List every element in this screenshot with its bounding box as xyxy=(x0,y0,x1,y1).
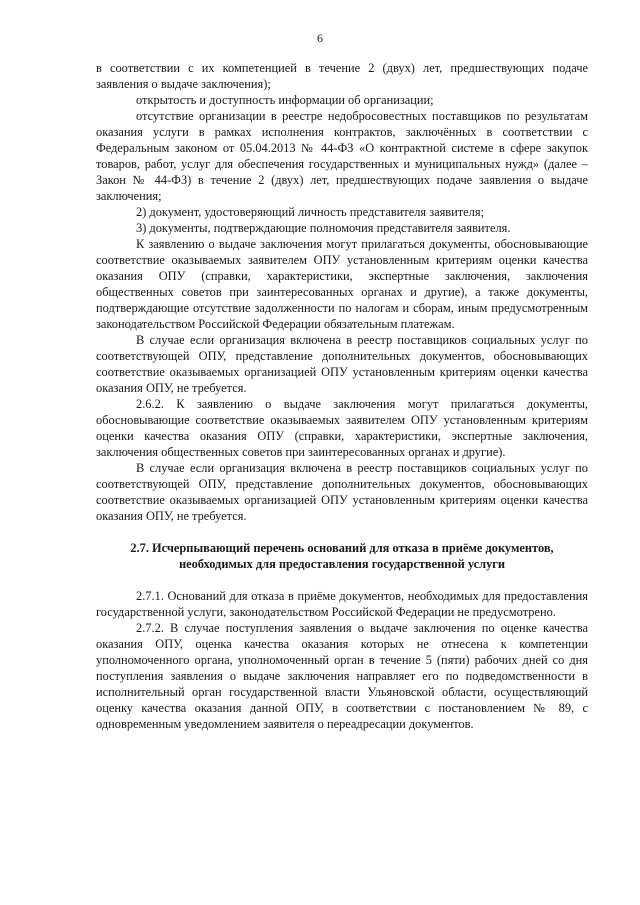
paragraph: отсутствие организации в реестре недобросовестных поставщиков по результатам оказания услуги в рамках исполнения контрактов, заключённых в соответствии с Федеральным законом от 05.04.2013 № 44-ФЗ «О контрактной системе в сфере закупок товаров, работ, услуг для обеспечения государственных и муниципальных нужд» (далее – Закон № 44-ФЗ) в течение 2 (двух) лет, предшествующих подаче заявления о выдаче заключения; xyxy=(96,109,588,203)
paragraph: 2.7.1. Оснований для отказа в приёме документов, необходимых для предоставления государственной услуги, законодательством Российской Федерации не предусмотрено. xyxy=(96,589,588,619)
paragraph: 3) документы, подтверждающие полномочия представителя заявителя. xyxy=(136,221,511,235)
section-heading: 2.7. Исчерпывающий перечень оснований для отказа в приёме документов, необходимых для предоставления государственной услуги xyxy=(130,541,554,571)
paragraph: 2.7.2. В случае поступления заявления о выдаче заключения по оценке качества оказания ОПУ, оценка качества оказания которых не отнесена к компетенции уполномоченного органа, уполномоченный орган в течение 5 (пяти) рабочих дней со дня поступления заявления о выдаче заключения направляет его по подведомственности в исполнительный орган государственной власти Ульяновской области, осуществляющий оценку качества оказания данной ОПУ, в соответствии с постановлением № 89, с одновременным уведомлением заявителя о переадресации документов. xyxy=(96,621,588,731)
paragraph: К заявлению о выдаче заключения могут прилагаться документы, обосновывающие соответствие оказываемых заявителем ОПУ установленным критериям оценки качества оказания ОПУ (справки, характеристики, экспертные заключения, заключения общественных советов при заинтересованных органах и другие), а также документы, подтверждающие отсутствие задолженности по налогам и сборам, иным предусмотренным законодательством Российской Федерации обязательным платежам. xyxy=(96,237,588,331)
paragraph: В случае если организация включена в реестр поставщиков социальных услуг по соответствующей ОПУ, представление дополнительных документов, обосновывающих соответствие оказываемых организацией ОПУ установленным критериям оценки качества оказания ОПУ, не требуется. xyxy=(96,461,588,523)
paragraph: в соответствии с их компетенцией в течение 2 (двух) лет, предшествующих подаче заявления о выдаче заключения); xyxy=(96,61,588,91)
paragraph: В случае если организация включена в реестр поставщиков социальных услуг по соответствующей ОПУ, представление дополнительных документов, обосновывающих соответствие оказываемых организацией ОПУ установленным критериям оценки качества оказания ОПУ, не требуется. xyxy=(96,333,588,395)
paragraph: открытость и доступность информации об организации; xyxy=(136,93,434,107)
spacer xyxy=(96,524,588,540)
paragraph: 2.6.2. К заявлению о выдаче заключения могут прилагаться документы, обосновывающие соответствие оказываемых заявителем ОПУ установленным критериям оценки качества оказания ОПУ (справки, характеристики, экспертные заключения, заключения общественных советов при заинтересованных органах и другие). xyxy=(96,397,588,459)
page-number: 6 xyxy=(317,31,323,45)
spacer xyxy=(96,572,588,588)
document-body xyxy=(96,60,588,732)
paragraph: 2) документ, удостоверяющий личность представителя заявителя; xyxy=(136,205,485,219)
